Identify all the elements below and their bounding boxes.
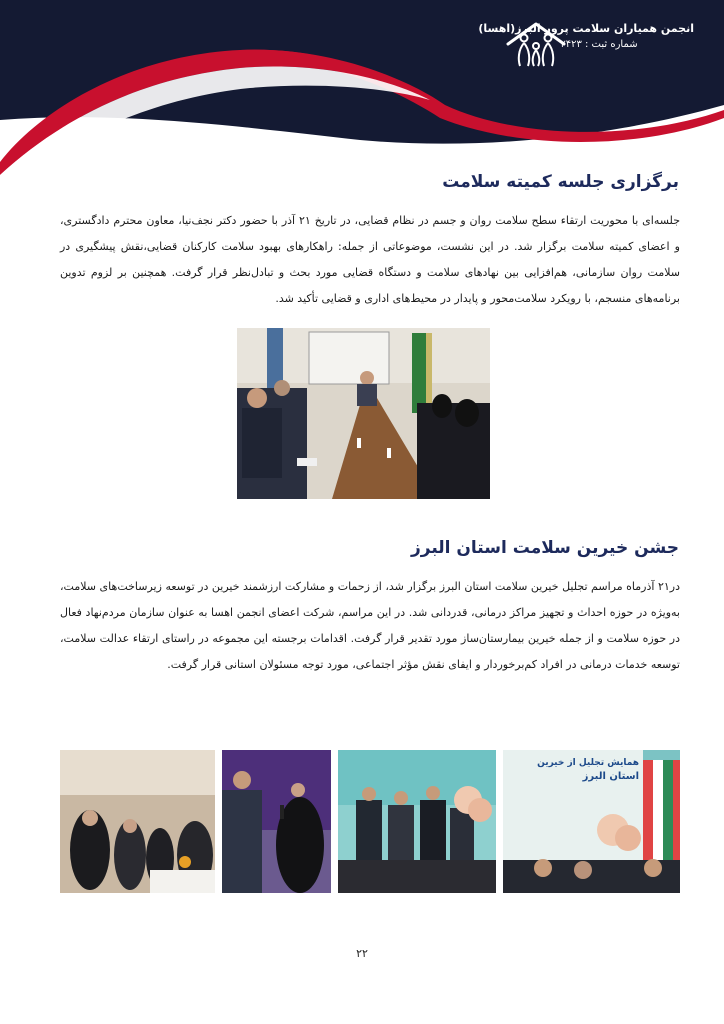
event-photo-audience	[60, 750, 215, 893]
banner-subtitle: استان البرز	[582, 771, 639, 782]
section-text-charity-celebration: در۲۱ آذرماه مراسم تجلیل خیرین سلامت استان البرز برگزار شد، از زحمات و مشارکت ارزشمند خیرین در توسعه زیرساخت‌های سلامت، به‌ویژه در حوزه احداث و تجهیز مراکز درمانی، قدردانی شد. در این مراسم، شرکت اعضای انجمن اهسا به عنوان سازمان مردم‌نهاد فعال در حوزه سلامت و از جمله خیرین بیمارستان‌ساز مورد تقدیر قرار گرفت. اقدامات برجسته این مجموعه در راستای ارتقاء عدالت سلامت، توسعه خدمات درمانی در افراد کم‌برخوردار و ایفای نقش مؤثر اجتماعی، مورد توجه مسئولان استانی قرار گرفت.	[60, 580, 680, 671]
event-photo-stage	[338, 750, 496, 893]
meeting-photo	[237, 328, 490, 499]
page-header	[0, 0, 724, 175]
section-title-health-committee: برگزاری جلسه کمیته سلامت	[442, 172, 679, 192]
event-photo-interview	[222, 750, 331, 893]
organization-name: انجمن همیاران سلامت پرور البرز(اهسا)	[478, 22, 694, 35]
registration-number: شماره ثبت : ۲۴۲۳	[560, 39, 638, 50]
banner-title: همایش تجلیل از خیرین	[537, 758, 639, 768]
page-number: ۲۲	[356, 947, 368, 960]
house-family-logo-icon	[504, 20, 568, 68]
section-title-charity-celebration: جشن خیرین سلامت استان البرز	[410, 538, 679, 558]
banner-text	[509, 756, 639, 784]
organization-block	[478, 20, 694, 50]
event-photo-banner	[503, 750, 680, 893]
section-text-health-committee: جلسه‌ای با محوریت ارتقاء سطح سلامت روان و جسم در نظام قضایی، در تاریخ ۲۱ آذر با حضور دکتر نجف‌نیا، معاون محترم دادگستری، و اعضای کمیته سلامت برگزار شد. در این نشست، موضوعاتی از جمله: راهکارهای بهبود سلامت کارکنان قضایی،نقش پیشگیری در سلامت روان سازمانی، هم‌افزایی بین نهادهای سلامت و دستگاه قضایی مورد بحث و تبادل‌نظر قرار گرفت. همچنین بر لزوم تدوین برنامه‌های منسجم، با رویکرد سلامت‌محور و پایدار در محیط‌های اداری و قضایی تأکید شد.	[60, 214, 680, 305]
